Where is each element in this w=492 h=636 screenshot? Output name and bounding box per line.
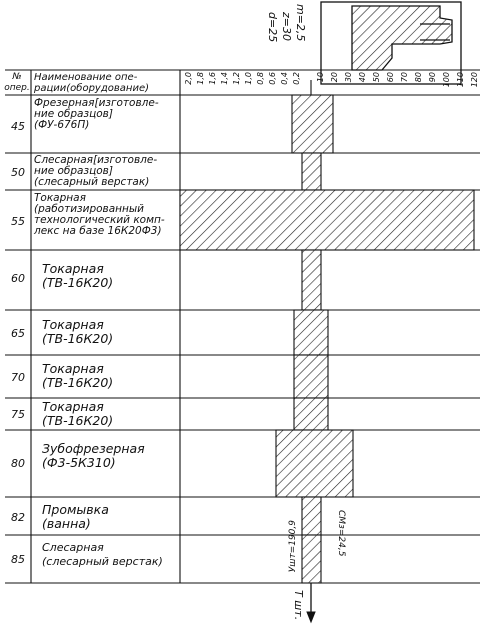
scale-tick: 1,2 <box>232 72 241 85</box>
axis-arrow <box>307 583 315 622</box>
scale-tick: 20 <box>330 72 339 83</box>
op-number: 85 <box>11 553 25 566</box>
scale-tick: 0,8 <box>256 72 265 85</box>
op-name: Фрезерная[изготовле- ние образцов] (ФУ-676П) <box>34 97 159 131</box>
part-param-z: z=30 <box>280 12 293 41</box>
op-number: 60 <box>11 272 25 285</box>
scale-tick: 0,6 <box>268 72 277 85</box>
scale-tick: 2,0 <box>184 72 193 85</box>
bar-80 <box>276 430 353 497</box>
op-number-header: № опер. <box>4 72 30 93</box>
scale-tick: 70 <box>400 72 409 83</box>
op-name: Слесарная (слесарный верстак) <box>42 541 163 568</box>
scale-tick: 1,6 <box>208 72 217 85</box>
annotation-right: СМз=24,5 <box>336 510 346 557</box>
op-name: Токарная (работизированный технологический комп- лекс на базе 16К20Ф3) <box>34 192 165 237</box>
op-number: 65 <box>11 327 25 340</box>
scale-tick: 120 <box>470 72 479 88</box>
bar-85 <box>302 535 321 583</box>
annotation-left: Ушт=190,9 <box>288 520 298 573</box>
scale-tick: 1,8 <box>196 72 205 85</box>
bar-82 <box>302 497 321 535</box>
axis-label: Т шт. <box>292 590 305 621</box>
scale-tick: 80 <box>414 72 423 83</box>
op-name: Зубофрезерная (Ф3-5К310) <box>42 441 145 470</box>
op-name: Токарная (ТВ-16К20) <box>42 317 114 346</box>
scale-tick: 0,2 <box>292 72 301 85</box>
op-number: 50 <box>11 166 25 179</box>
bar-75 <box>294 398 328 430</box>
scale-tick: 100 <box>442 72 451 88</box>
scale-tick: 10 <box>316 72 325 83</box>
op-number: 75 <box>11 408 25 421</box>
op-name: Токарная (ТВ-16К20) <box>42 399 114 428</box>
time-bars <box>180 95 474 583</box>
op-name: Промывка (ванна) <box>42 502 109 531</box>
op-number: 80 <box>11 457 25 470</box>
bar-45 <box>292 95 333 153</box>
scale-tick: 40 <box>358 72 367 83</box>
op-number: 82 <box>11 511 25 524</box>
scale-tick: 110 <box>456 72 465 88</box>
bar-65 <box>294 310 328 355</box>
bar-50 <box>302 153 321 190</box>
bar-60 <box>302 250 321 310</box>
scale-tick: 90 <box>428 72 437 83</box>
scale-tick: 30 <box>344 72 353 83</box>
bar-55 <box>180 190 474 250</box>
scale-tick: 50 <box>372 72 381 83</box>
scale-tick: 60 <box>386 72 395 83</box>
op-name: Слесарная[изготовле- ние образцов] (слесарный верстак) <box>34 154 158 188</box>
part-param-m: m=2,5 <box>294 4 307 42</box>
op-number: 70 <box>11 371 25 384</box>
scale-tick: 1,4 <box>220 72 229 85</box>
part-param-d: d=25 <box>266 12 279 43</box>
bar-70 <box>294 355 328 398</box>
scale-tick: 1,0 <box>244 72 253 85</box>
op-name: Токарная (ТВ-16К20) <box>42 361 114 390</box>
op-number: 55 <box>11 215 25 228</box>
op-name: Токарная (ТВ-16К20) <box>42 261 114 290</box>
operation-name-header: Наименование опе- рации(оборудование) <box>34 72 149 94</box>
scale-tick: 0,4 <box>280 72 289 85</box>
op-number: 45 <box>11 120 25 133</box>
